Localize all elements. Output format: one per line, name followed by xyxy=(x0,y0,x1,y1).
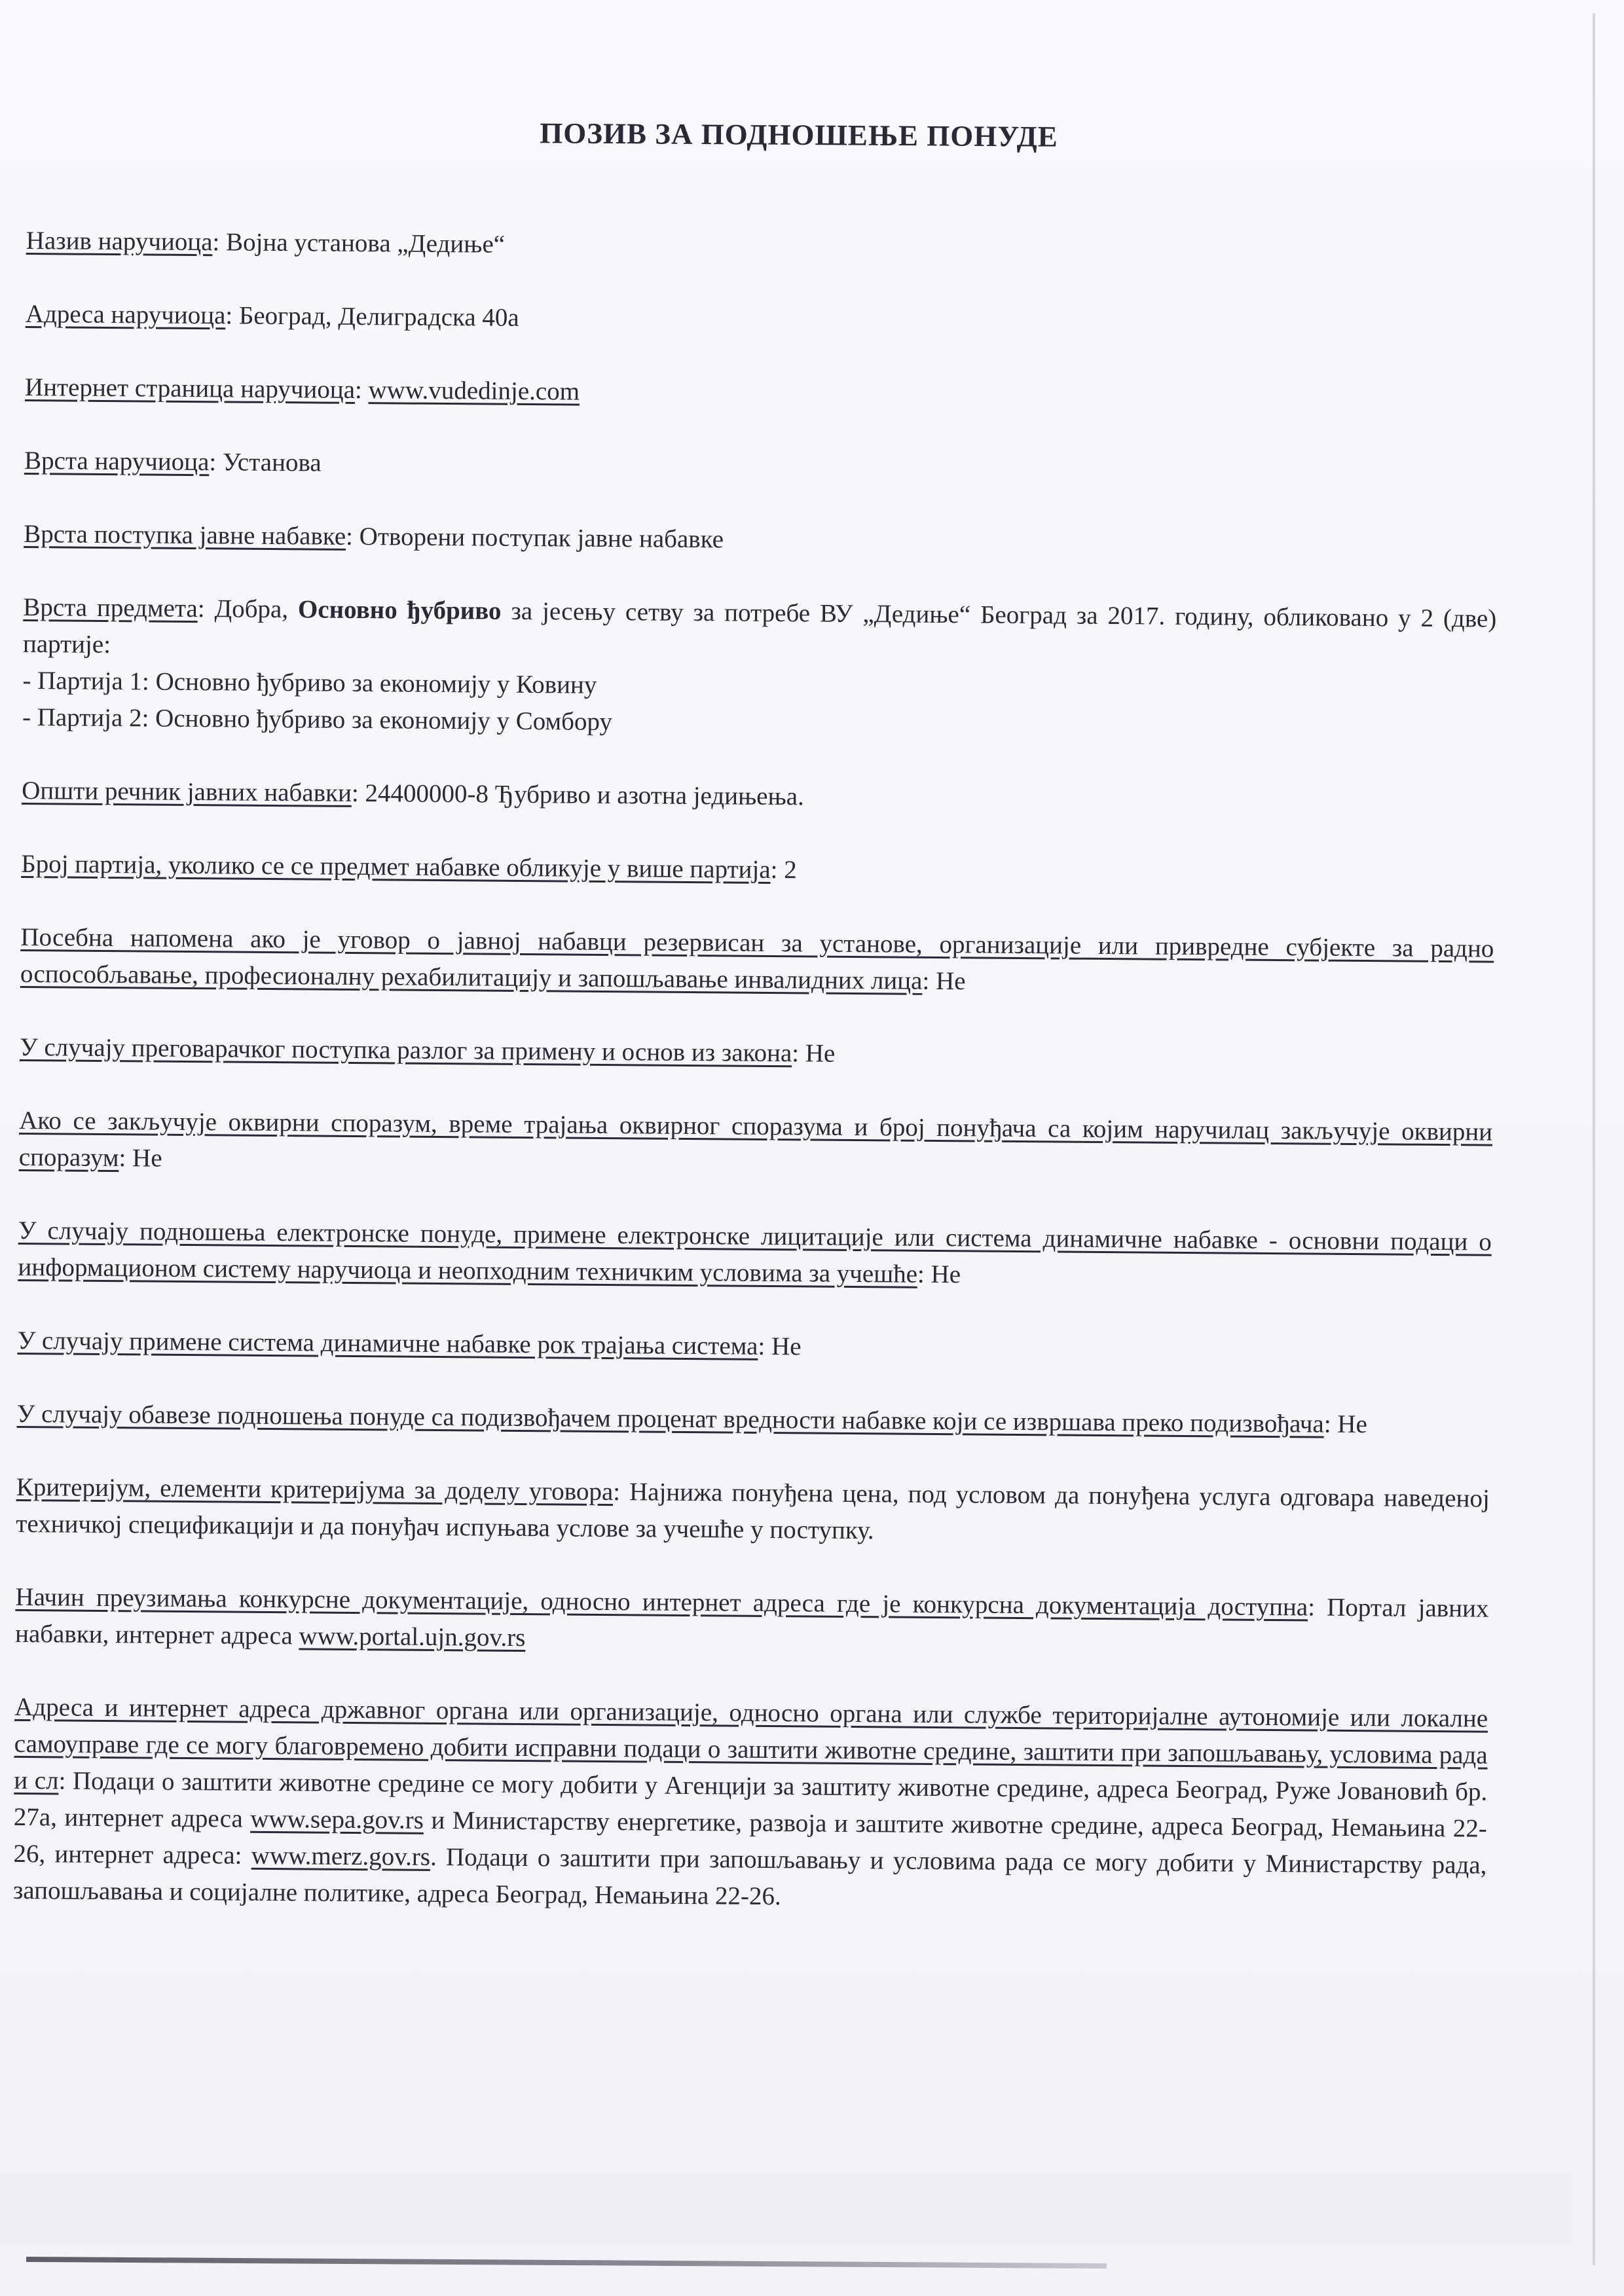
field-label: Врста наручиоца xyxy=(24,446,210,477)
field-value: 24400000-8 Ђубриво и азотна једињења. xyxy=(365,779,805,811)
field-preuzimanje: Начин преузимања конкурсне документације, односно интернет адреса где је конкурсна документација доступна: Портал јавних набавки, интернет адреса www.portal.ujn.gov.rs xyxy=(14,1582,1489,1652)
field-value: Не xyxy=(805,1039,836,1068)
field-value: Најнижа понуђена цена, под условом да понуђена услуга одговара наведеној техничкој спецификацији и да понуђач испуњава услове за учешће у поступку. xyxy=(16,1478,1490,1545)
field-value: 2 xyxy=(784,856,797,884)
page-edge-right xyxy=(1593,13,1595,2265)
field-label: Адреса наручиоца xyxy=(25,299,226,330)
document-title: ПОЗИВ ЗА ПОДНОШЕЊЕ ПОНУДЕ xyxy=(540,117,1058,153)
field-elektronska: У случају подношења електронске понуде, примене електронске лицитације или система динамичне набавке - основни подаци о информационом систему наручиоца и неопходним техничким условима за учешће: Не xyxy=(18,1216,1492,1289)
field-label: У случају примене система динамичне набавке рок трајања система xyxy=(17,1326,758,1360)
field-value: Отворени поступак јавне набавке xyxy=(359,522,724,554)
lot-item: - Партија 1: Основно ђубриво за економију у Ковину xyxy=(22,666,597,699)
field-naziv: Назив наручиоца: Војна установа „Дедиње“ xyxy=(26,226,506,259)
field-value-pre: Добра, xyxy=(214,594,289,624)
field-value: Не xyxy=(935,966,966,996)
field-value-post: за јесењу сетву за потребе ВУ „Дедиње“ Београд за 2017. годину, обликовано у 2 (две) партије: xyxy=(22,596,1497,659)
field-value: Установа xyxy=(222,448,322,477)
field-label: Општи речник јавних набавки xyxy=(22,776,352,807)
field-vrsta: Врста наручиоца: Установа xyxy=(24,446,322,477)
field-value: Београд, Делиградска 40а xyxy=(238,301,519,332)
field-label: Критеријум, елементи критеријума за доделу уговора xyxy=(16,1472,614,1506)
field-broj-partija: Број партија, уколико се се предмет набавке обликује у више партија: 2 xyxy=(21,849,797,884)
field-label: Број партија, уколико се се предмет набавке обликује у више партија xyxy=(21,849,771,884)
field-value: Војна установа „Дедиње“ xyxy=(225,228,506,259)
field-value: Не xyxy=(771,1332,802,1361)
field-value: Не xyxy=(1337,1410,1368,1439)
merz-link[interactable]: www.merz.gov.rs xyxy=(251,1841,431,1871)
field-value: . Подаци о заштити при запошљавању и условима рада се могу добити у Министарству рада, запошљавања и социјалне политике, адреса Београд, Немањина 22-26. xyxy=(12,1842,1487,1911)
field-postupak: Врста поступка јавне набавке: Отворени поступак јавне набавке xyxy=(24,519,724,554)
field-predmet: Врста предмета: Добра, Основно ђубриво за јесењу сетву за потребе ВУ „Дедиње“ Београд за 2017. годину, обликовано у 2 (две) партије: - Партија 1: Основно ђубриво за економију у Ковину - Партија 2: Основно ђубриво за економију у Сомбору xyxy=(22,589,1497,748)
website-link[interactable]: www.vudedinje.com xyxy=(368,376,580,406)
field-label: Назив наручиоца xyxy=(26,226,213,257)
sepa-link[interactable]: www.sepa.gov.rs xyxy=(250,1804,424,1834)
field-value: Не xyxy=(931,1260,961,1289)
field-podizvodjac: У случају обавезе подношења понуде са подизвођачем проценат вредности набавке који се извршава преко подизвођача: Не xyxy=(16,1399,1368,1439)
field-label: У случају подношења електронске понуде, примене електронске лицитације или система динамичне набавке - основни подаци о информационом систему наручиоца и неопходним техничким условима за учешће xyxy=(18,1216,1492,1288)
field-okvirni: Ако се закључује оквирни споразум, време трајања оквирног споразума и број понуђача са којим наручилац закључује оквирни споразум: Не xyxy=(18,1106,1493,1173)
field-recnik: Општи речник јавних набавки: 24400000-8 Ђубриво и азотна једињења. xyxy=(22,776,805,811)
field-pregovaracki: У случају преговарачког поступка разлог за примену и основ из закона: Не xyxy=(19,1032,836,1068)
field-adresa: Адреса наручиоца: Београд, Делиградска 40а xyxy=(25,299,519,332)
field-label: Ако се закључује оквирни споразум, време трајања оквирног споразума и број понуђача са којим наручилац закључује оквирни споразум xyxy=(18,1106,1493,1173)
field-value: и Министарству енергетике, развоја и заштите животне средине, адреса Београд, Немањина 22-26, интернет адреса: xyxy=(13,1806,1487,1870)
field-value-bold: Основно ђубриво xyxy=(297,595,502,625)
field-internet: Интернет страница наручиоца: www.vudedinje.com xyxy=(24,373,580,406)
field-label: Врста предмета xyxy=(23,592,198,623)
field-value: Портал јавних набавки, интернет адреса xyxy=(14,1593,1489,1650)
field-label: У случају преговарачког поступка разлог за примену и основ из закона xyxy=(19,1032,792,1068)
portal-link[interactable]: www.portal.ujn.gov.rs xyxy=(299,1622,526,1652)
scan-shadow-strip xyxy=(0,2174,1572,2246)
field-label: Адреса и интернет адреса државног органа или организације, односно органа или службе територијалне аутономије или локалне самоуправе где се могу благовремено добити исправни подаци о заштити животне средине, заштити при запошљавању, условима рада и сл xyxy=(14,1692,1488,1795)
field-label: У случају обавезе подношења понуде са подизвођачем проценат вредности набавке који се извршава преко подизвођача xyxy=(16,1399,1324,1438)
field-organi: Адреса и интернет адреса државног органа или организације, односно органа или службе територијалне аутономије или локалне самоуправе где се могу благовремено добити исправни подаци о заштити животне средине, заштити при запошљавању, условима рада и сл: Подаци о заштити животне средине се могу добити у Агенцији за заштиту животне средине, адреса Београд, Руже Јовановић бр. 27а, интернет адреса www.sepa.gov.rs и Министарству енергетике, развоја и заштите животне средине, адреса Београд, Немањина 22-26, интернет адреса: www.merz.gov.rs. Подаци о заштити при запошљавању и условима рада се могу добити у Министарству рада, запошљавања и социјалне политике, адреса Београд, Немањина 22-26. xyxy=(12,1692,1488,1911)
field-value: Подаци о заштити животне средине се могу добити у Агенцији за заштиту животне средине, адреса Београд, Руже Јовановић бр. 27а, интернет адреса xyxy=(13,1766,1488,1833)
field-label: Врста поступка јавне набавке xyxy=(24,519,346,551)
field-dinamicna: У случају примене система динамичне набавке рок трајања система: Не xyxy=(17,1326,802,1361)
field-value: Не xyxy=(132,1144,162,1173)
field-kriterijum: Критеријум, елементи критеријума за доделу уговора: Најнижа понуђена цена, под условом да понуђена услуга одговара наведеној техничкој спецификацији и да понуђач испуњава услове за учешће у поступку. xyxy=(16,1472,1490,1545)
document-body xyxy=(12,223,1500,1958)
lot-item: - Партија 2: Основно ђубриво за економију у Сомбору xyxy=(22,702,613,737)
field-label: Посебна напомена ако је уговор о јавној набавци резервисан за установе, организације или привредне субјекте за радно оспособљавање, професионалну рехабилитацију и запошљавање инвалидних лица xyxy=(20,922,1494,995)
field-label: Начин преузимања конкурсне документације, односно интернет адреса где је конкурсна документација доступна xyxy=(15,1582,1308,1622)
field-posebna: Посебна напомена ако је уговор о јавној набавци резервисан за установе, организације или привредне субјекте за радно оспособљавање, професионалну рехабилитацију и запошљавање инвалидних лица: Не xyxy=(20,922,1494,996)
field-label: Интернет страница наручиоца xyxy=(24,373,356,404)
